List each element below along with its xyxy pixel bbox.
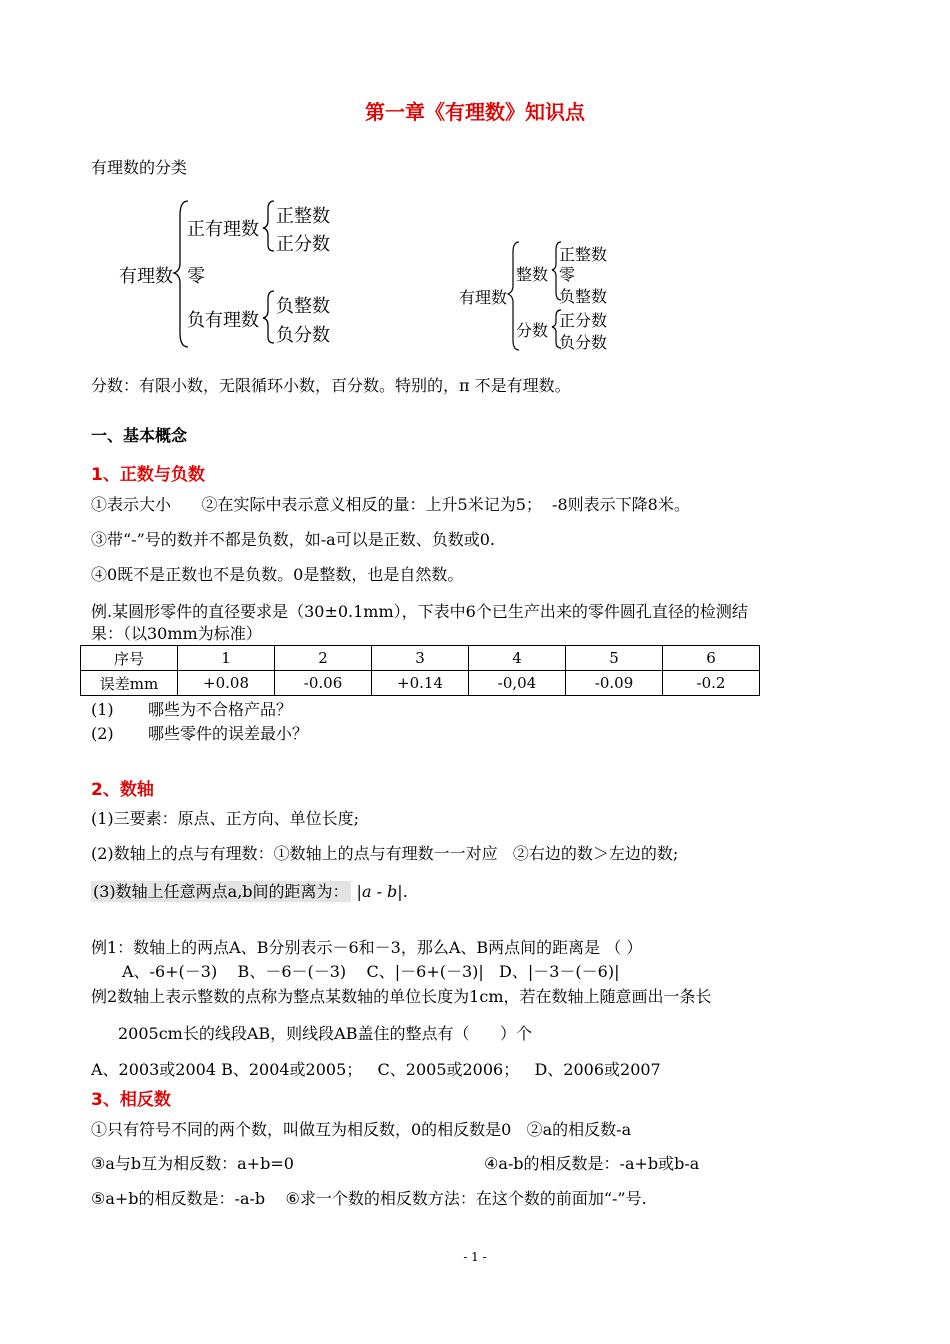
- table-cell: -0.06: [275, 671, 372, 696]
- tree2-root: 有理数: [459, 288, 508, 307]
- tree2-negative-integer: 负整数: [559, 287, 608, 306]
- tree1-negative: 负有理数: [187, 310, 259, 331]
- example-part-diameter-line-1: 例.某圆形零件的直径要求是（30±0.1mm），下表中6个已生产出来的零件圆孔直径的检测结: [91, 602, 748, 621]
- distance-text: (3)数轴上任意两点a,b间的距离为：: [93, 882, 349, 901]
- example-2-line-2: 2005cm长的线段AB，则线段AB盖住的整点有（ ）个: [118, 1024, 532, 1043]
- table-row-label: 误差mm: [81, 671, 178, 696]
- tree1-positive-fraction: 正分数: [276, 234, 330, 255]
- section-heading-basic-concepts: 一、基本概念: [91, 426, 188, 445]
- opposite-line-2b: ④a-b的相反数是：-a+b或b-a: [484, 1154, 700, 1173]
- tree2-positive-fraction: 正分数: [559, 311, 608, 330]
- opposite-line-3: ⑤a+b的相反数是：-a-b ⑥求一个数的相反数方法：在这个数的前面加“-”号.: [91, 1189, 647, 1208]
- tree1-zero: 零: [187, 266, 205, 287]
- tree2-zero: 零: [559, 265, 576, 284]
- example-1-question: 例1：数轴上的两点A、B分别表示－6和－3，那么A、B两点间的距离是 （ ）: [91, 938, 643, 957]
- table-cell: +0.14: [372, 671, 469, 696]
- question-2-number: (2): [91, 724, 114, 743]
- fraction-note: 分数：有限小数，无限循环小数，百分数。特别的，π 不是有理数。: [91, 376, 571, 395]
- tree1-positive-integer: 正整数: [276, 206, 330, 227]
- classification-heading: 有理数的分类: [91, 158, 188, 177]
- question-1: 哪些为不合格产品？: [148, 700, 293, 719]
- tree2-integer: 整数: [516, 265, 549, 284]
- table-header-label: 序号: [81, 646, 178, 671]
- example-2-options: A、2003或2004 B、2004或2005； C、2005或2006； D、2006或2007: [91, 1060, 661, 1079]
- positive-negative-line-1: ①表示大小 ②在实际中表示意义相反的量：上升5米记为5； -8则表示下降8米。: [91, 495, 690, 514]
- example-2-line-1: 例2数轴上表示整数的点称为整点某数轴的单位长度为1cm，若在数轴上随意画出一条长: [91, 987, 712, 1006]
- table-row: [81, 671, 760, 696]
- distance-end: .: [402, 882, 408, 901]
- opposite-line-1: ①只有符号不同的两个数，叫做互为相反数，0的相反数是0 ②a的相反数-a: [91, 1120, 632, 1139]
- tree2-positive-integer: 正整数: [559, 245, 608, 264]
- positive-negative-line-3: ④0既不是正数也不是负数。0是整数，也是自然数。: [91, 565, 464, 584]
- table-cell: +0.08: [178, 671, 275, 696]
- tolerance-table: [80, 645, 760, 696]
- distance-formula: |a - b|: [356, 882, 403, 901]
- table-header-cell: 2: [275, 646, 372, 671]
- subsection-heading-number-line: 2、数轴: [91, 780, 154, 800]
- table-cell: -0.2: [663, 671, 760, 696]
- tree2-negative-fraction: 负分数: [559, 333, 608, 352]
- question-2: 哪些零件的误差最小？: [148, 724, 309, 743]
- table-header-cell: 4: [469, 646, 566, 671]
- table-header-cell: 6: [663, 646, 760, 671]
- example-1-options: A、-6+(－3) B、－6－(－3) C、|－6+(－3)| D、|－3－(－6)|: [122, 962, 620, 981]
- number-line-line-2: (2)数轴上的点与有理数：①数轴上的点与有理数一一对应 ②右边的数＞左边的数;: [91, 844, 679, 863]
- tree1-negative-fraction: 负分数: [276, 325, 330, 346]
- tree1-positive: 正有理数: [187, 219, 259, 240]
- positive-negative-line-2: ③带“-”号的数并不都是负数，如-a可以是正数、负数或0.: [91, 530, 495, 549]
- table-row: [81, 646, 760, 671]
- number-line-line-1: (1)三要素：原点、正方向、单位长度;: [91, 809, 360, 828]
- question-1-number: (1): [91, 700, 114, 719]
- page-number: - 1 -: [463, 1250, 487, 1264]
- tree1-root: 有理数: [119, 266, 173, 287]
- tree2-fraction: 分数: [516, 321, 549, 340]
- example-part-diameter-line-2: 果：（以30mm为标准）: [91, 624, 262, 643]
- table-cell: -0.09: [566, 671, 663, 696]
- tree1-negative-integer: 负整数: [276, 296, 330, 317]
- table-header-cell: 3: [372, 646, 469, 671]
- subsection-heading-opposite-numbers: 3、相反数: [91, 1090, 171, 1110]
- opposite-line-2a: ③a与b互为相反数：a+b=0: [91, 1154, 294, 1173]
- page-title: 第一章《有理数》知识点: [365, 100, 585, 124]
- table-header-cell: 5: [566, 646, 663, 671]
- subsection-heading-positive-negative: 1、正数与负数: [91, 465, 205, 485]
- table-header-cell: 1: [178, 646, 275, 671]
- table-cell: -0,04: [469, 671, 566, 696]
- number-line-line-3: [91, 882, 408, 902]
